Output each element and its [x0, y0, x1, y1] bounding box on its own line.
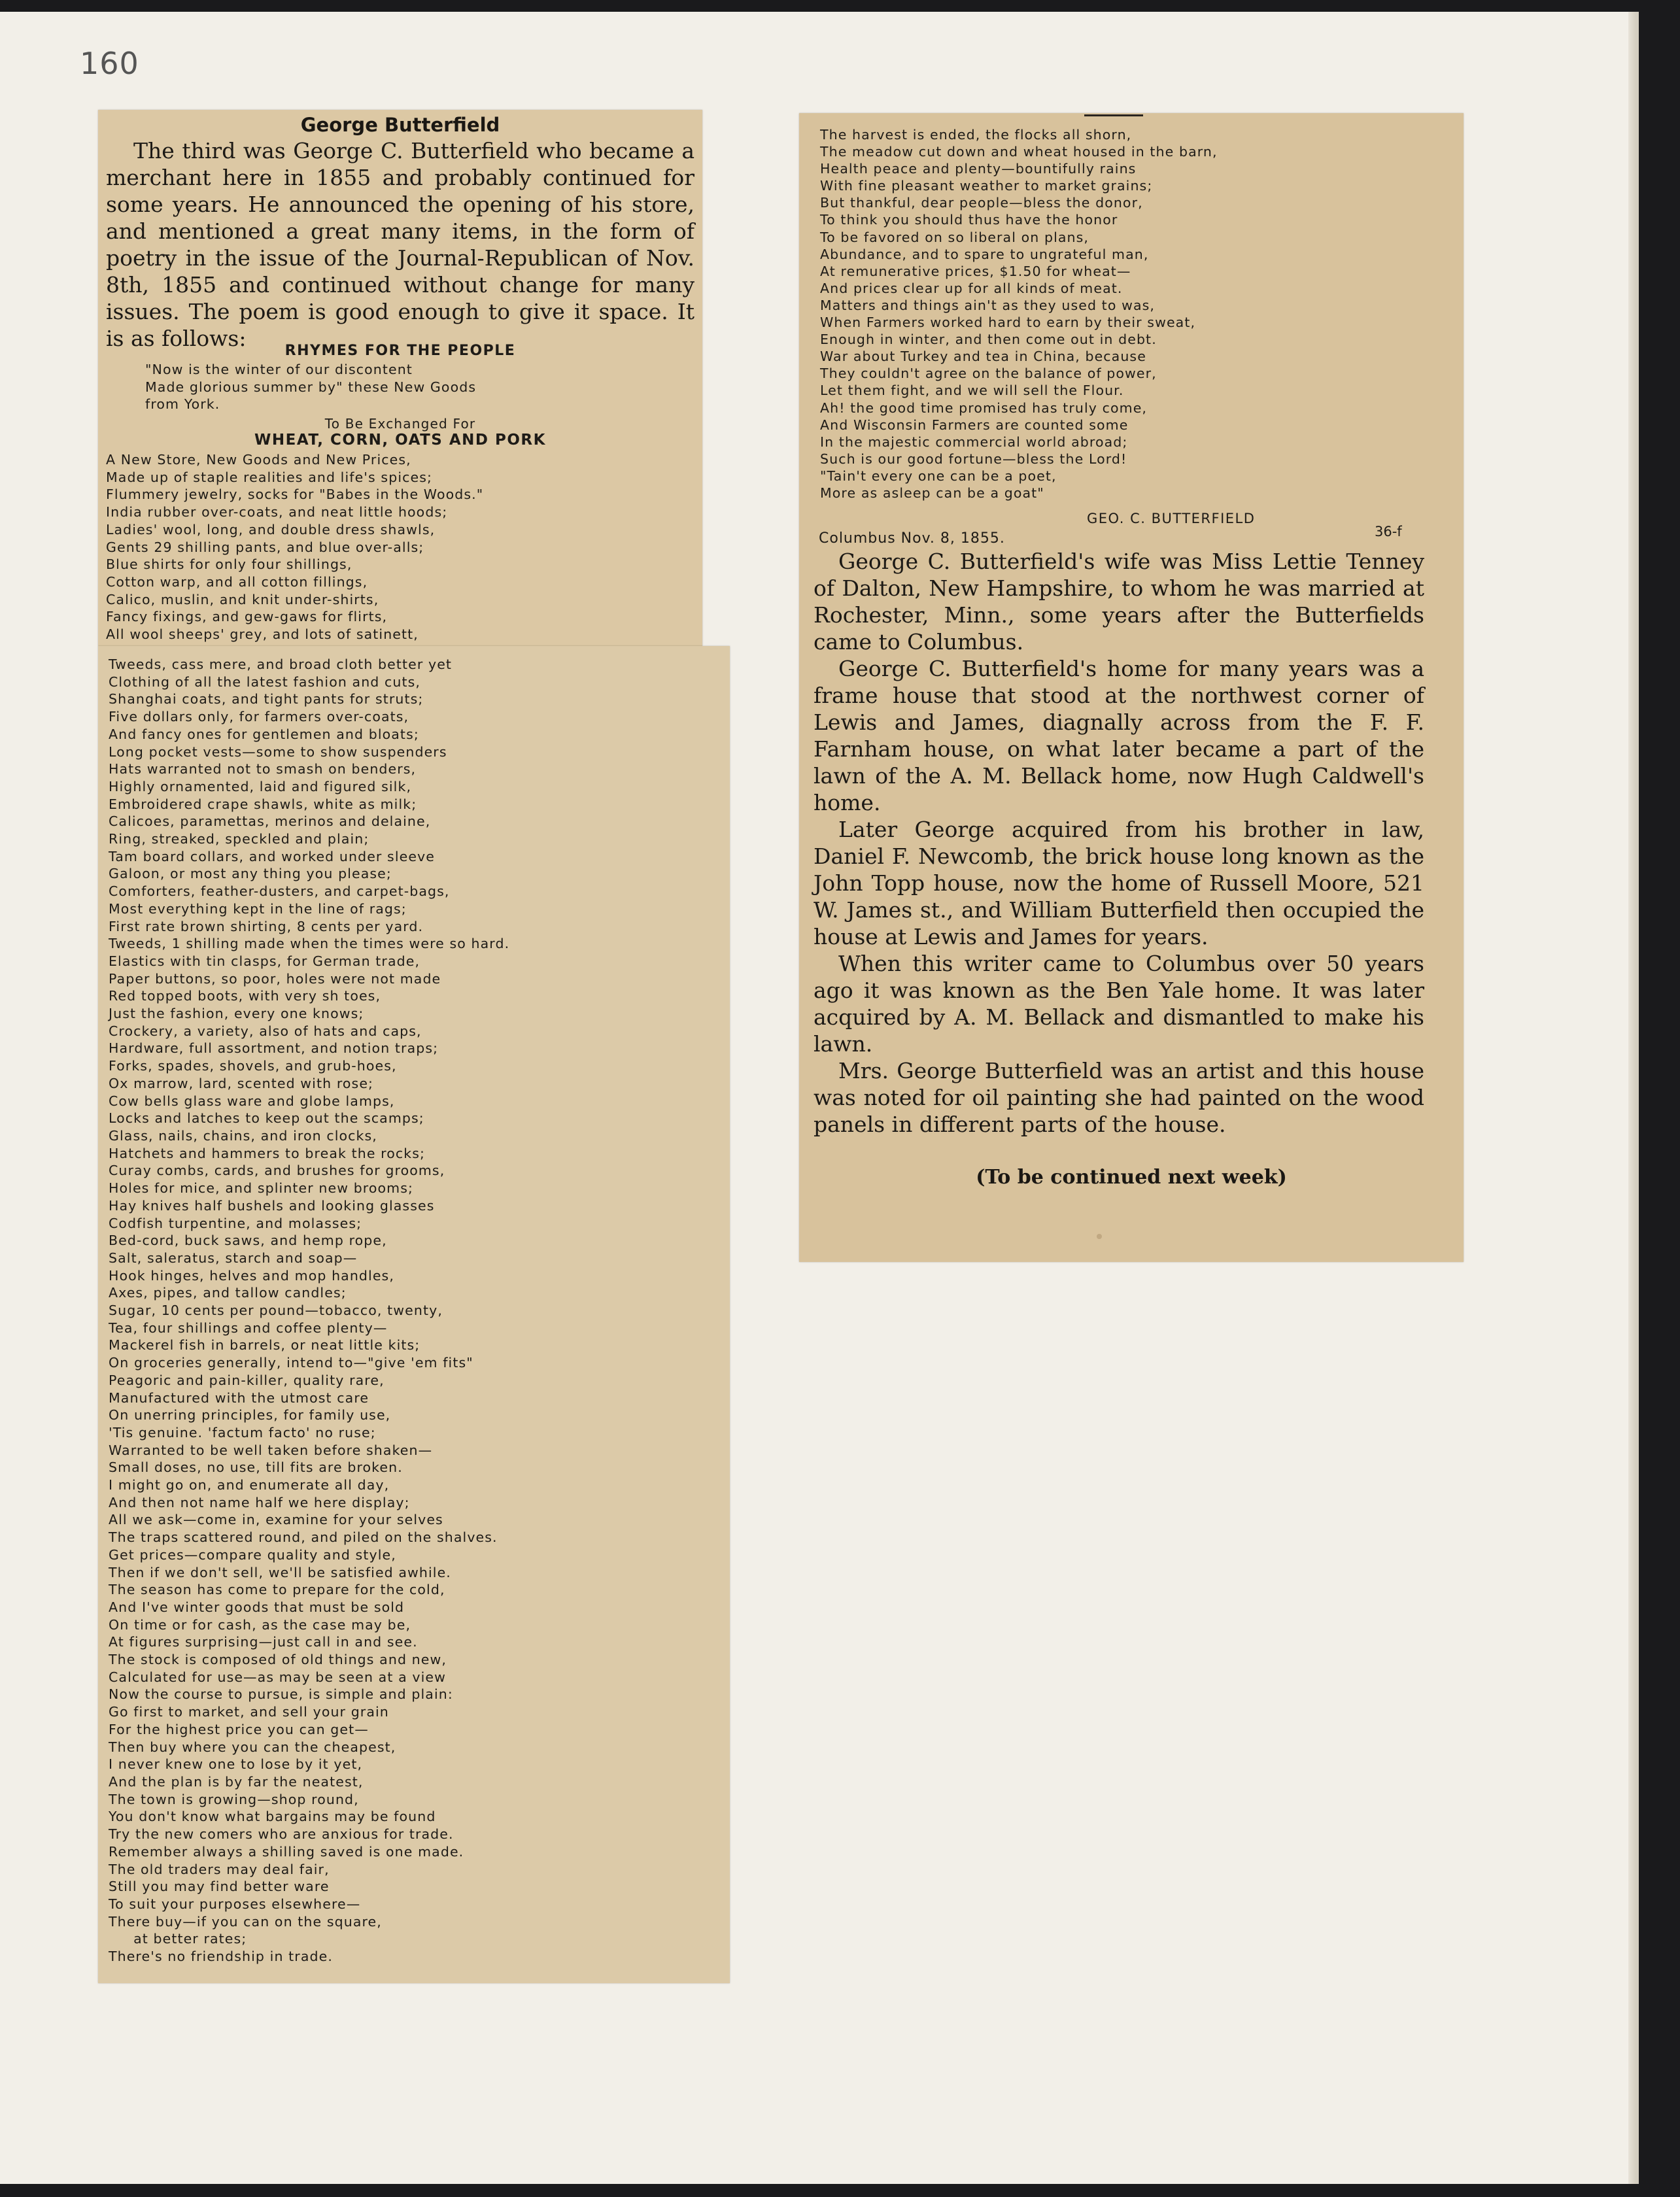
article-paragraph: Later George acquired from his brother in law, Daniel F. Newcomb, the brick house long known as the John Topp house, now the home of Russell Moore, 521 W. James st., and William Butterfield then occupied the house at Lewis and James for years.	[814, 817, 1424, 949]
poem-epigraph: "Now is the winter of our discontent Made glorious summer by" these New Goods from York.	[145, 362, 477, 413]
column-code: 36-f	[1375, 524, 1402, 539]
article-paragraph: When this writer came to Columbus over 50 years ago it was known as the Ben Yale home. It was later acquired by A. M. Bellack and dismantled to make his lawn.	[814, 951, 1424, 1057]
poem-signature: GEO. C. BUTTERFIELD	[1087, 511, 1256, 526]
poem-verse-ending: The harvest is ended, the flocks all shorn, The meadow cut down and wheat housed in the barn, Health peace and plenty—bountifully rains With fine pleasant weather to market grains; But thankful, dear people—bless the donor, To think you should thus have the honor To be favored on so liberal on plans, Abundance, and to spare to ungrateful man, At remunerative prices, $1.50 for wheat— And prices clear up for all kinds of meat. Matters and things ain't as they used to was, When Farmers worked hard to earn by their sweat, Enough in winter, and then come out in debt. War about Turkey and tea in China, because They couldn't agree on the balance of power, Let them fight, and we will sell the Flour. Ah! the good time promised has truly come, And Wisconsin Farmers are counted some In the majestic commercial world abroad; Such is our good fortune—bless the Lord! "Tain't every one can be a poet, More as asleep can be a goat"	[820, 127, 1218, 501]
article-paragraph: George C. Butterfield's home for many years was a frame house that stood at the northwest corner of Lewis and James, diagnally across from the F. F. Farnham house, on what later became a part of the lawn of the A. M. Bellack home, now Hugh Caldwell's home.	[814, 656, 1424, 815]
page-number: 160	[80, 46, 139, 81]
exchange-line: To Be Exchanged For	[324, 416, 476, 432]
scrapbook-page	[0, 12, 1640, 2184]
album-spine	[1639, 12, 1680, 2184]
newspaper-clipping-continuation	[799, 113, 1464, 1262]
article-headline: George Butterfield	[300, 114, 500, 136]
continued-notice: (To be continued next week)	[976, 1166, 1287, 1189]
intro-paragraph: The third was George C. Butterfield who became a merchant here in 1855 and probably continued for some years. He announced the opening of his store, and mentioned a great many items, in the form of poetry in the issue of the Journal-Republican of Nov. 8th, 1855 and continued without change for many issues. The poem is good enough to give it space. It is as follows:	[106, 138, 694, 351]
poem-title: RHYMES FOR THE PEOPLE	[284, 343, 516, 359]
article-paragraph: George C. Butterfield's wife was Miss Lettie Tenney of Dalton, New Hampshire, to whom he was married at Rochester, Minn., some years after the Butterfields came to Columbus.	[814, 549, 1424, 655]
poem-dateline: Columbus Nov. 8, 1855.	[819, 530, 1005, 547]
poem-verse-opening: A New Store, New Goods and New Prices, Made up of staple realities and life's spices; Flummery jewelry, socks for "Babes in the Woods." India rubber over-coats, and neat little hoods; Ladies' wool, long, and double dress shawls, Gents 29 shilling pants, and blue over-alls; Blue shirts for only four shillings, Cotton warp, and all cotton fillings, Calico, muslin, and knit under-shirts, Fancy fixings, and gew-gaws for flirts, All wool sheeps' grey, and lots of satinett,	[106, 452, 484, 643]
commodities-line: WHEAT, CORN, OATS AND PORK	[254, 432, 546, 449]
poem-verse-continued: Tweeds, cass mere, and broad cloth better yet Clothing of all the latest fashion and cuts, Shanghai coats, and tight pants for struts; Five dollars only, for farmers over-coats, And fancy ones for gentlemen and bloats; Long pocket vests—some to show suspenders Hats warranted not to smash on benders, Highly ornamented, laid and figured silk, Embroidered crape shawls, white as milk; Calicoes, paramettas, merinos and delaine, Ring, streaked, speckled and plain; Tam board collars, and worked under sleeve Galoon, or most any thing you please; Comforters, feather-dusters, and carpet-bags, Most everything kept in the line of rags; First rate brown shirting, 8 cents per yard. Tweeds, 1 shilling made when the times were so hard. Elastics with tin clasps, for German trade, Paper buttons, so poor, holes were not made Red topped boots, with very sh toes, Just the fashion, every one knows; Crockery, a variety, also of hats and caps, Hardware, full assortment, and notion traps; Forks, spades, shovels, and grub-hoes, Ox marrow, lard, scented with rose; Cow bells glass ware and globe lamps, Locks and latches to keep out the scamps; Glass, nails, chains, and iron clocks, Hatchets and hammers to break the rocks; Curay combs, cards, and brushes for grooms, Holes for mice, and splinter new brooms; Hay knives half bushels and looking glasses Codfish turpentine, and molasses; Bed-cord, buck saws, and hemp rope, Salt, saleratus, starch and soap— Hook hinges, helves and mop handles, Axes, pipes, and tallow candles; Sugar, 10 cents per pound—tobacco, twenty, Tea, four shillings and coffee plenty— Mackerel fish in barrels, or neat little kits; On groceries generally, intend to—"give 'em fits" Peagoric and pain-killer, quality rare, Manufactured with the utmost care On unerring principles, for family use, 'Tis genuine. 'factum facto' no ruse; Warranted to be well taken before shaken— Small doses, no use, till fits are broken. I might go on, and enumerate all day, And then not name half we here display; All we ask—come in, examine for your selves The traps scattered round, and piled on the shalves. Get prices—compare quality and style, Then if we don't sell, we'll be satisfied awhile. The season has come to prepare for the cold, And I've winter goods that must be sold On time or for cash, as the case may be, At figures surprising—just call in and see. The stock is composed of old things and new, Calculated for use—as may be seen at a view Now the course to pursue, is simple and plain: Go first to market, and sell your grain For the highest price you can get— Then buy where you can the cheapest, I never knew one to lose by it yet, And the plan is by far the neatest, The town is growing—shop round, You don't know what bargains may be found Try the new comers who are anxious for trade. Remember always a shilling saved is one made. The old traders may deal fair, Still you may find better ware To suit your purposes elsewhere— There buy—if you can on the square, at better rates; There's no friendship in trade.	[109, 656, 510, 1965]
newspaper-clipping-intro	[98, 110, 702, 646]
article-paragraph: Mrs. George Butterfield was an artist and this house was noted for oil painting she had painted on the wood panels in different parts of the house.	[814, 1058, 1424, 1137]
article-body	[814, 548, 1424, 1138]
column-rule	[1084, 114, 1143, 116]
paper-spot	[1097, 1234, 1102, 1239]
newspaper-clipping-poem	[98, 646, 730, 1983]
